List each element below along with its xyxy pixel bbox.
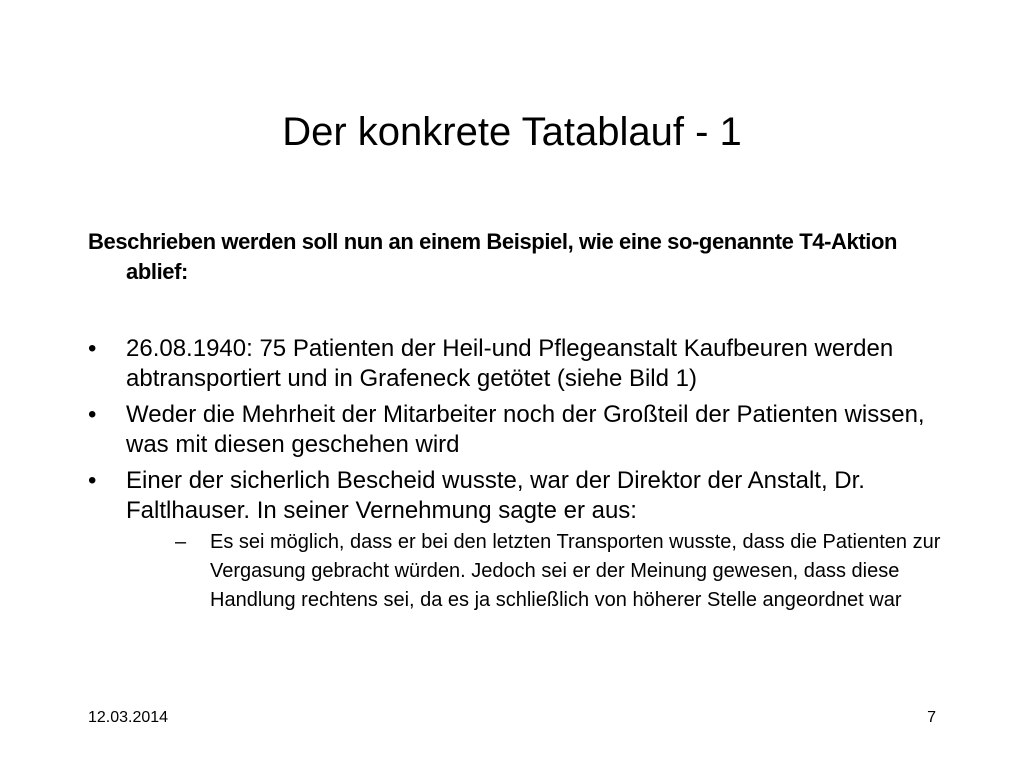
sub-bullet-item <box>126 528 948 615</box>
bullet-item <box>88 334 948 394</box>
footer-date: 12.03.2014 <box>88 709 169 726</box>
bullet-marker: • <box>88 401 97 428</box>
sub-bullet-text: Es sei möglich, dass er bei den letzten Transporten wusste, dass die Patienten zur Vergasung gebracht würden. Jedoch sei er der Meinung gewesen, dass diese Handlung rechtens sei, da es ja schließlich von höherer Stelle angeordnet war <box>210 531 941 611</box>
slide-title: Der konkrete Tatablauf - 1 <box>282 110 742 154</box>
sub-bullet-marker: – <box>175 531 187 553</box>
page-number: 7 <box>927 709 936 726</box>
bullet-text: 26.08.1940: 75 Patienten der Heil-und Pflegeanstalt Kaufbeuren werden abtransportiert und in Grafeneck getötet (siehe Bild 1) <box>126 335 894 392</box>
bullet-marker: • <box>88 467 97 494</box>
bullet-list <box>88 334 948 621</box>
bullet-text: Einer der sicherlich Bescheid wusste, war der Direktor der Anstalt, Dr. Faltlhauser. In seiner Vernehmung sagte er aus: <box>126 467 865 524</box>
intro-text: Beschrieben werden soll nun an einem Beispiel, wie eine so-genannte T4-Aktion ablief: <box>88 229 898 284</box>
bullet-marker: • <box>88 335 97 362</box>
bullet-item <box>88 466 948 615</box>
bullet-item <box>88 400 948 460</box>
bullet-text: Weder die Mehrheit der Mitarbeiter noch der Großteil der Patienten wissen, was mit diesen geschehen wird <box>126 401 925 458</box>
